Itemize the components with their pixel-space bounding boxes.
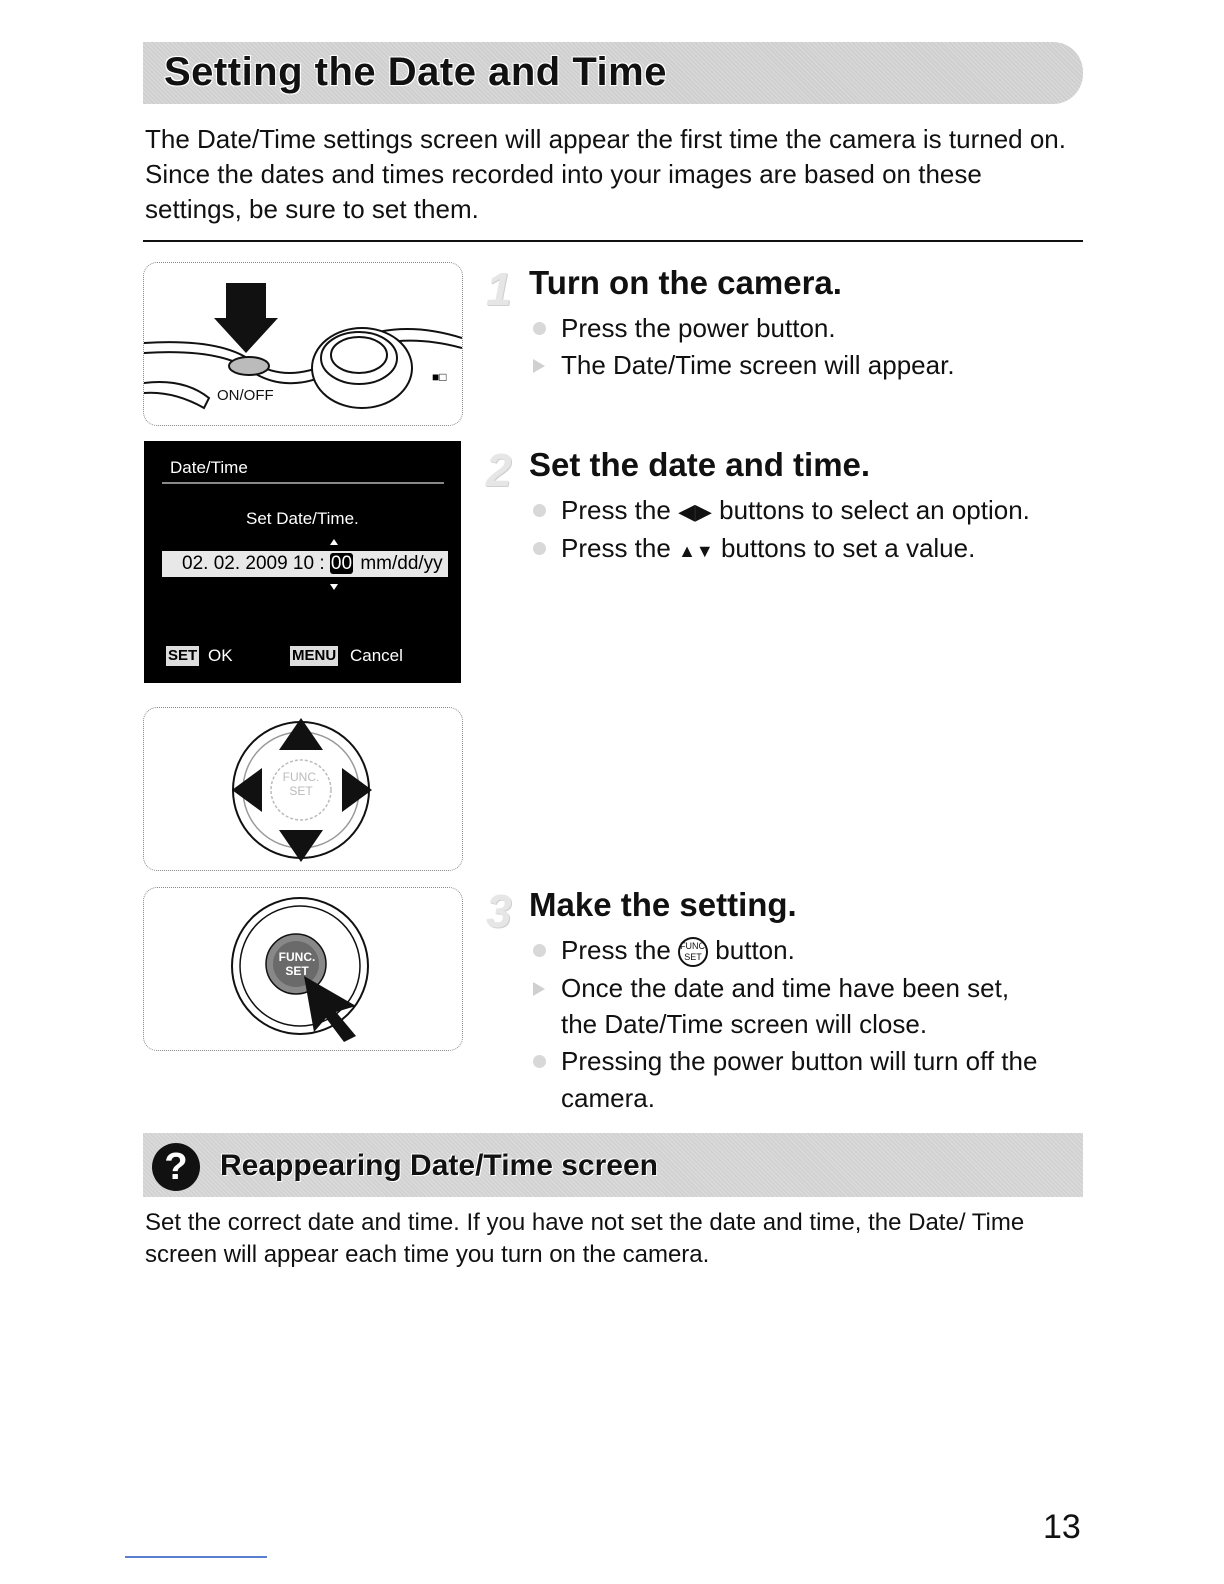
bullet-icon [533,504,546,517]
date-value: 02. 02. 2009 10 : [182,553,330,574]
page-title: Setting the Date and Time [164,50,667,94]
step-bullet-continued: the Date/Time screen will close. [561,1009,928,1039]
lcd-title: Date/Time [170,458,248,477]
step-title: Make the setting. [529,886,797,923]
ok-label: OK [208,646,233,665]
func-set-button-icon: FUNC. SET [678,937,708,967]
on-off-label: ON/OFF [217,387,274,404]
question-icon: ? [152,1143,200,1191]
dial-center-label: FUNC. SET [282,770,320,798]
left-right-arrows-icon: ◀▶ [678,499,712,524]
up-arrow-icon [330,539,338,545]
step-number: 1 [486,263,512,315]
control-dial-figure [143,707,463,871]
step-bullet: Press the power button. [561,313,836,343]
bullet-icon [533,322,546,335]
note-title: Reappearing Date/Time screen [220,1149,658,1182]
lcd-subtitle: Set Date/Time. [246,509,359,528]
step-bullet: Pressing the power button will turn off the [561,1046,1038,1076]
step-bullet: Press the ◀▶ buttons to select an option. [561,495,1030,525]
intro-paragraph: The Date/Time settings screen will appear the first time the camera is turned on. Since the dates and times recorded into your images are based on these settings, be sure to set them. [145,124,1066,224]
bullet-icon [533,944,546,957]
footer-rule [125,1556,267,1558]
step-bullet: Once the date and time have been set, [561,973,1010,1003]
power-button-figure [143,262,463,426]
step-title: Set the date and time. [529,446,871,483]
lcd-screen-figure [144,441,461,683]
set-key-icon: SET [168,647,198,664]
step-bullet: Press the ▲▼ buttons to set a value. [561,533,976,563]
bullet-icon [533,542,546,555]
result-arrow-icon [533,982,545,996]
up-down-arrows-icon: ▲▼ [678,541,714,561]
svg-text:■□: ■□ [432,370,447,384]
camera-top-illustration [144,263,462,425]
cancel-label: Cancel [350,646,403,665]
down-arrow-icon [330,584,338,590]
bullet-icon [533,1055,546,1068]
step-bullet: Press the FUNC. SET button. [561,932,795,968]
result-arrow-icon [533,359,545,373]
page-number: 13 [1043,1508,1081,1546]
menu-key-icon: MENU [292,647,337,664]
step-bullet-continued: camera. [561,1083,655,1113]
step-number: 2 [486,444,512,496]
minute-value: 00 [330,553,353,574]
note-text: Set the correct date and time. If you have not set the date and time, the Date/ Time screen will appear each time you turn on the camera. [145,1209,1025,1268]
step-number: 3 [486,885,512,937]
func-set-figure [143,887,463,1051]
date-field-row [162,551,448,577]
step-title: Turn on the camera. [529,264,842,301]
func-center-label: FUNC. SET [278,950,316,978]
step-bullet: The Date/Time screen will appear. [561,350,955,380]
divider [143,240,1083,242]
date-format: mm/dd/yy [360,553,443,574]
lcd-title-rule [162,482,444,484]
